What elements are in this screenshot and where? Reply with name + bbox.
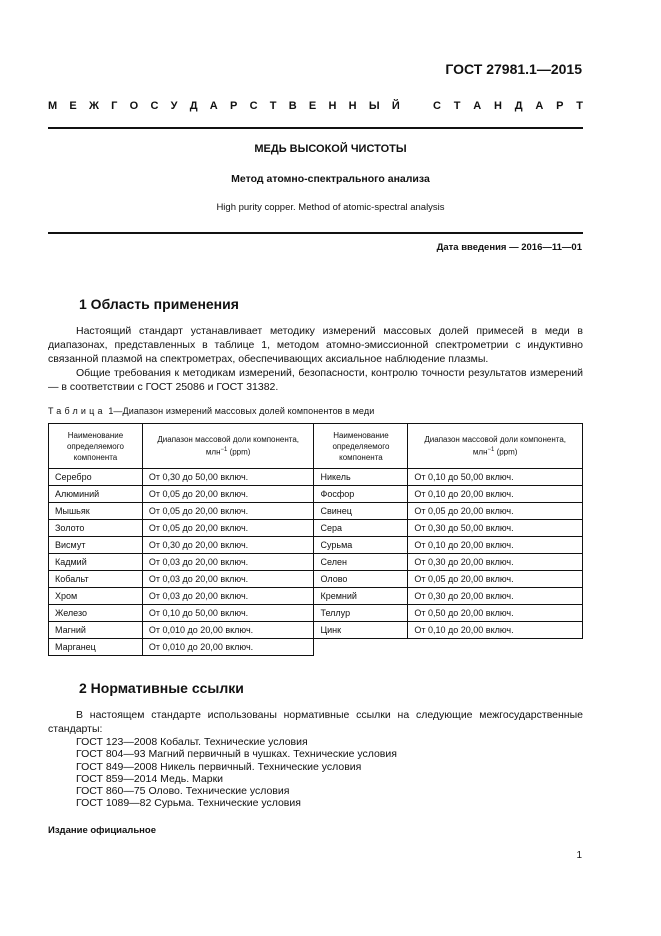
section-2-intro-text: В настоящем стандарте использованы нормативные ссылки на следующие межгосударственные стандарты: [48, 709, 583, 735]
official-edition-label: Издание официальное [48, 825, 156, 836]
table-row [49, 622, 583, 639]
section-1-paragraph-1 [48, 324, 583, 366]
header-range-left [142, 424, 314, 469]
right-range-cell: От 0,30 до 20,00 включ. [408, 554, 583, 571]
left-range-cell: От 0,010 до 20,00 включ. [142, 639, 314, 656]
standard-header [48, 100, 583, 112]
references-list [76, 736, 397, 810]
reference-item: ГОСТ 849—2008 Никель первичный. Технические условия [76, 760, 362, 773]
header-rule [48, 127, 583, 129]
header-unit: млн [472, 447, 488, 457]
section-2-heading: 2 Нормативные ссылки [79, 680, 244, 696]
right-component-cell: Селен [314, 554, 408, 571]
header-range-text: Диапазон массовой доли компонента, [424, 435, 567, 445]
table-row [49, 537, 583, 554]
spaced-letters: С Т А Н Д А Р Т [433, 100, 583, 112]
title-rule [48, 232, 583, 234]
left-component-cell: Кобальт [49, 571, 143, 588]
section-1-heading: 1 Область применения [79, 296, 239, 312]
reference-item: ГОСТ 123—2008 Кобальт. Технические условия [76, 736, 308, 748]
reference-item: ГОСТ 860—75 Олово. Технические условия [76, 785, 290, 798]
right-range-cell: От 0,10 до 20,00 включ. [408, 537, 583, 554]
left-range-cell: От 0,10 до 50,00 включ. [142, 605, 314, 622]
document-title-english: High purity copper. Method of atomic-spectral analysis [216, 202, 445, 213]
right-range-cell [408, 639, 583, 656]
right-range-cell: От 0,10 до 20,00 включ. [408, 486, 583, 503]
header-unit-tail: (ppm) [227, 447, 251, 457]
page-number: 1 [576, 850, 582, 861]
right-range-cell: От 0,10 до 20,00 включ. [408, 622, 583, 639]
table-row [49, 571, 583, 588]
section-1-paragraph-2 [48, 366, 583, 394]
left-range-cell: От 0,30 до 50,00 включ. [142, 469, 314, 486]
header-component-right: Наименование определяемого компонента [314, 424, 408, 469]
spaced-letters: М Е Ж Г О С У Д А Р С Т В Е Н Н Ы Й [48, 100, 400, 112]
left-range-cell: От 0,03 до 20,00 включ. [142, 571, 314, 588]
table-row [49, 605, 583, 622]
left-range-cell: От 0,05 до 20,00 включ. [142, 486, 314, 503]
right-component-cell: Теллур [314, 605, 408, 622]
header-range-text: Диапазон массовой доли компонента, [157, 435, 300, 445]
document-subtitle: Метод атомно-спектрального анализа [231, 173, 430, 185]
table-caption-text: 1—Диапазон измерений массовых долей компонентов в меди [108, 406, 375, 416]
left-component-cell: Кадмий [49, 554, 143, 571]
header-range-right [408, 424, 583, 469]
left-range-cell: От 0,010 до 20,00 включ. [142, 622, 314, 639]
section-1-paragraph-2-text: Общие требования к методикам измерений, безопасности, контролю точности результатов измерений — в соответствии с ГОСТ 25086 и ГОСТ 31382. [48, 367, 583, 393]
right-range-cell: От 0,30 до 20,00 включ. [408, 588, 583, 605]
table-row [49, 588, 583, 605]
right-range-cell: От 0,50 до 20,00 включ. [408, 605, 583, 622]
header-unit-exp: −1 [220, 447, 228, 454]
header-component-left: Наименование определяемого компонента [49, 424, 143, 469]
document-code: ГОСТ 27981.1—2015 [445, 61, 582, 77]
introduction-date: Дата введения — 2016—11—01 [436, 242, 582, 253]
left-range-cell: От 0,03 до 20,00 включ. [142, 588, 314, 605]
reference-item: ГОСТ 804—93 Магний первичный в чушках. Технические условия [76, 748, 397, 761]
standard-header-word-1 [48, 100, 400, 112]
left-component-cell: Мышьяк [49, 503, 143, 520]
right-component-cell: Свинец [314, 503, 408, 520]
left-component-cell: Марганец [49, 639, 143, 656]
reference-item: ГОСТ 859—2014 Медь. Марки [76, 772, 224, 785]
left-component-cell: Алюминий [49, 486, 143, 503]
table-header-row [49, 424, 583, 469]
right-component-cell: Кремний [314, 588, 408, 605]
section-2-intro [48, 708, 583, 736]
left-range-cell: От 0,30 до 20,00 включ. [142, 537, 314, 554]
right-component-cell: Фосфор [314, 486, 408, 503]
right-component-cell [314, 639, 408, 656]
left-component-cell: Магний [49, 622, 143, 639]
left-range-cell: От 0,05 до 20,00 включ. [142, 503, 314, 520]
section-1-paragraph-1-text: Настоящий стандарт устанавливает методику измерений массовых долей примесей в меди в диапазонах, представленных в таблице 1, методом атомно-эмиссионной спектрометрии с индуктивно связанной плазмой на спектрометрах, обеспечивающих аксиальное наблюдение плазмы. [48, 325, 583, 365]
header-unit-exp: −1 [487, 447, 495, 454]
table-row [49, 503, 583, 520]
table-caption-label: Таблица [48, 406, 106, 416]
table-caption [48, 406, 374, 416]
left-component-cell: Золото [49, 520, 143, 537]
header-unit: млн [205, 447, 221, 457]
left-component-cell: Серебро [49, 469, 143, 486]
left-component-cell: Висмут [49, 537, 143, 554]
left-component-cell: Железо [49, 605, 143, 622]
right-component-cell: Сера [314, 520, 408, 537]
document-title: МЕДЬ ВЫСОКОЙ ЧИСТОТЫ [254, 143, 407, 155]
left-component-cell: Хром [49, 588, 143, 605]
standard-header-word-2 [433, 100, 583, 112]
components-table [48, 423, 583, 656]
reference-item: ГОСТ 1089—82 Сурьма. Технические условия [76, 797, 301, 810]
table-row [49, 469, 583, 486]
right-range-cell: От 0,30 до 50,00 включ. [408, 520, 583, 537]
right-range-cell: От 0,05 до 20,00 включ. [408, 503, 583, 520]
table-row [49, 554, 583, 571]
table-row [49, 520, 583, 537]
header-unit-tail: (ppm) [494, 447, 518, 457]
right-range-cell: От 0,05 до 20,00 включ. [408, 571, 583, 588]
right-component-cell: Сурьма [314, 537, 408, 554]
left-range-cell: От 0,03 до 20,00 включ. [142, 554, 314, 571]
right-component-cell: Никель [314, 469, 408, 486]
table-row [49, 639, 583, 656]
right-range-cell: От 0,10 до 50,00 включ. [408, 469, 583, 486]
right-component-cell: Цинк [314, 622, 408, 639]
table-row [49, 486, 583, 503]
right-component-cell: Олово [314, 571, 408, 588]
left-range-cell: От 0,05 до 20,00 включ. [142, 520, 314, 537]
